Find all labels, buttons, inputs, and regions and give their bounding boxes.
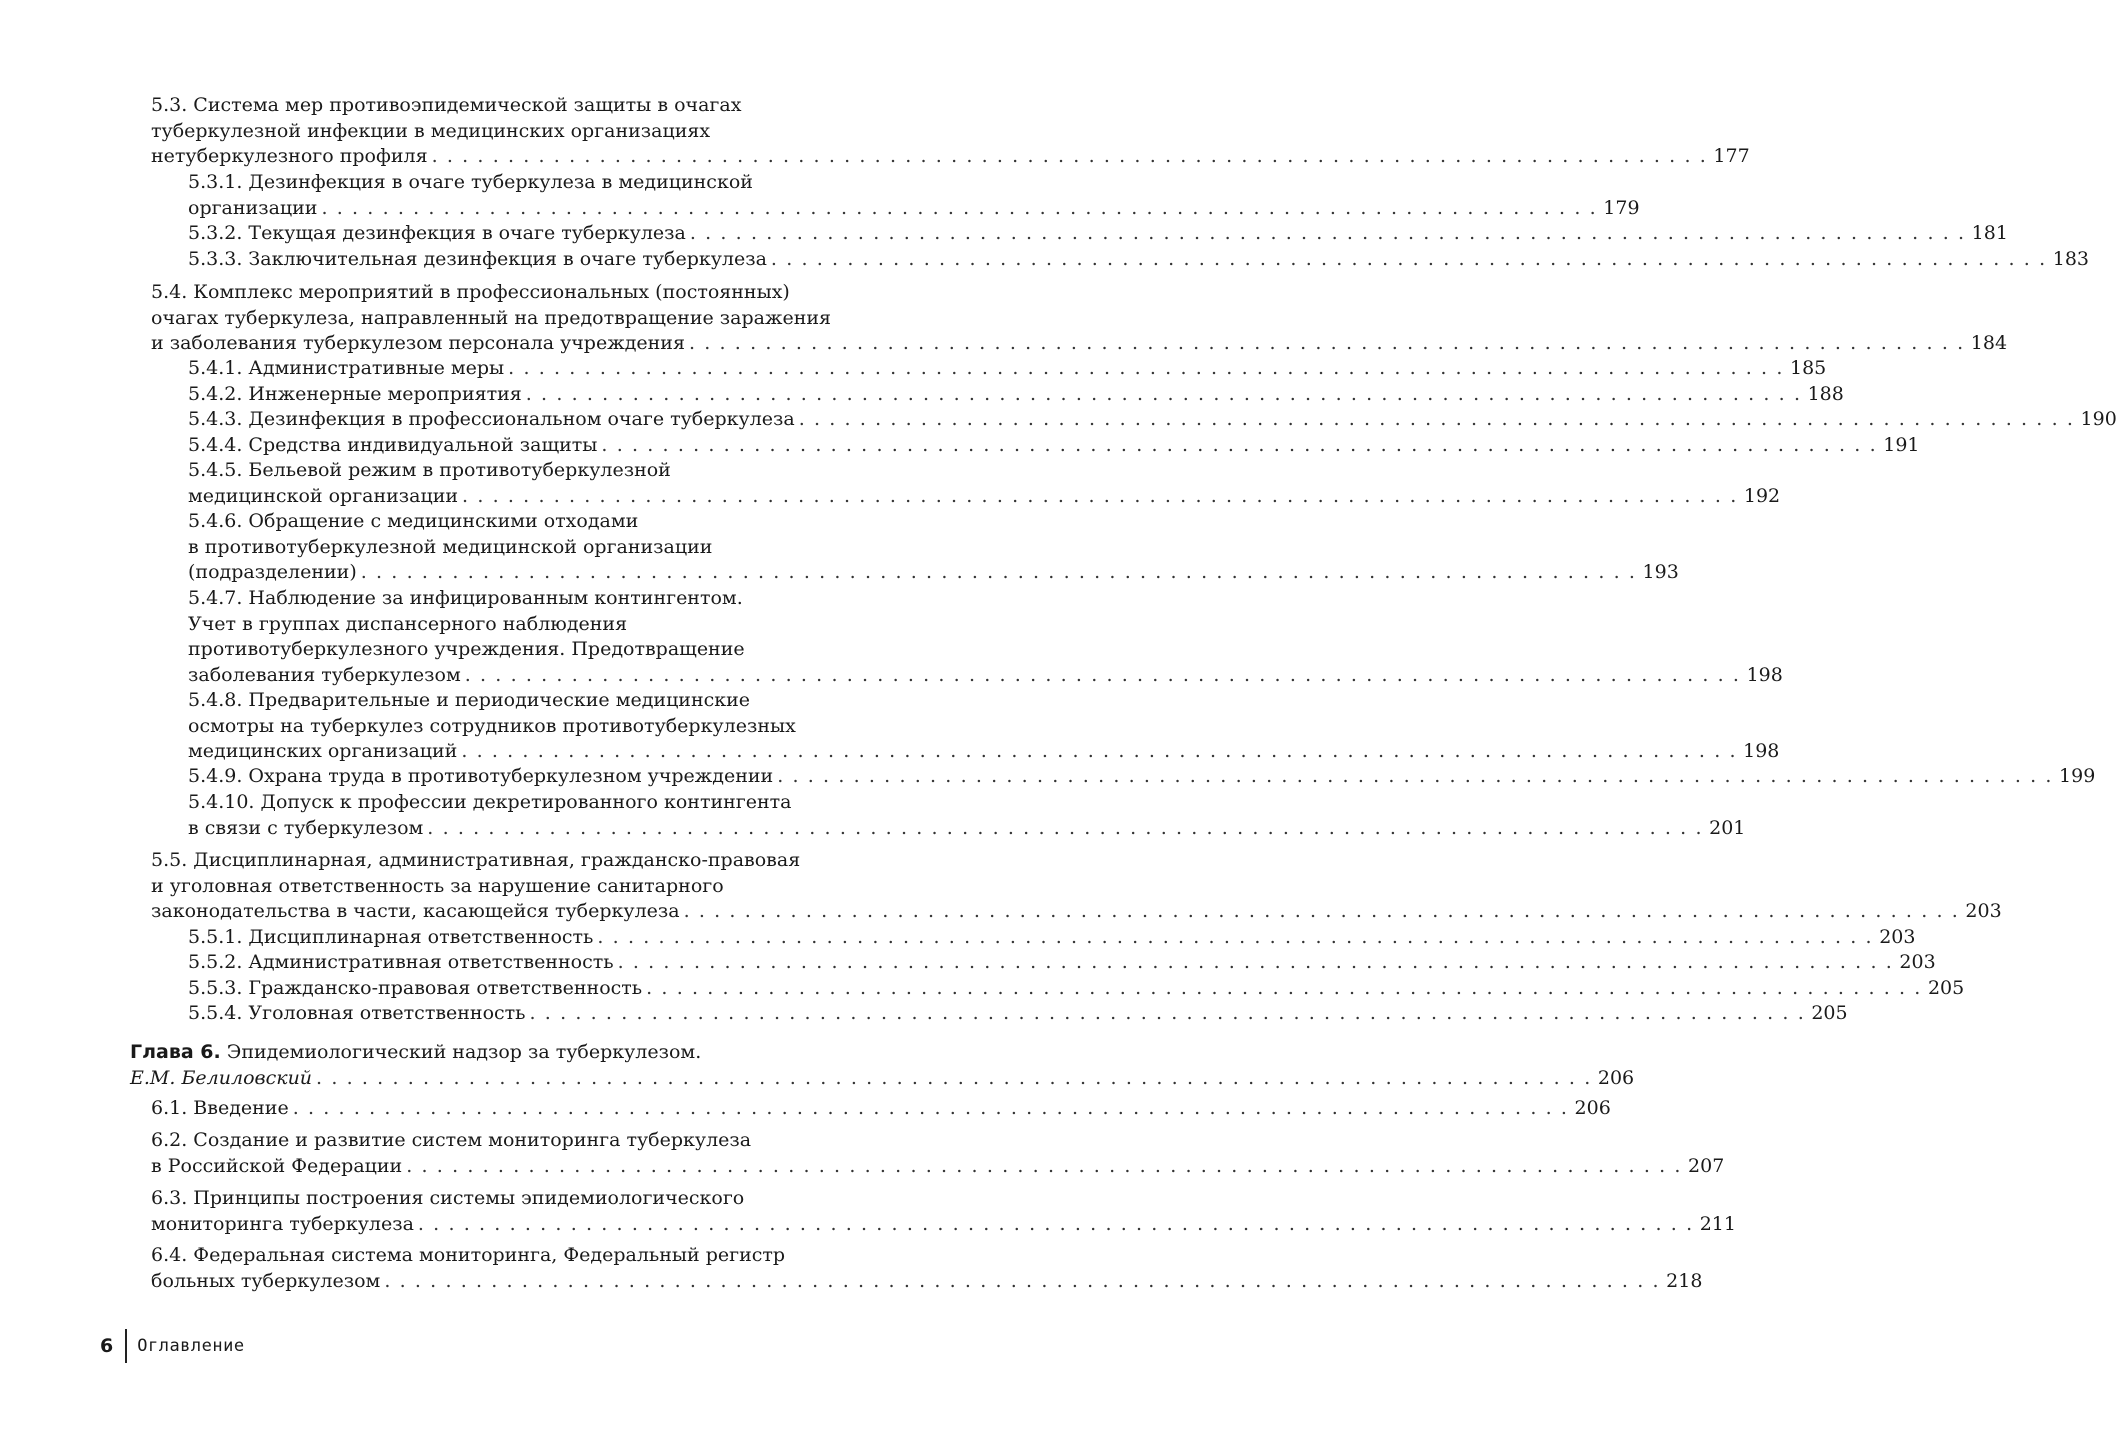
toc-line	[151, 1211, 1736, 1237]
toc-page-number: 207	[1688, 1155, 1725, 1177]
toc-text: медицинской организации	[188, 485, 459, 507]
toc-line	[151, 1153, 1725, 1179]
toc-page-number: 181	[1971, 222, 2008, 244]
toc-page-number: 185	[1789, 357, 1827, 379]
toc-page-number: 193	[1642, 561, 1679, 583]
toc-text: 5.5.2. Административная ответственность	[188, 951, 614, 973]
dot-leader: . . . . . . . . . . . . . . . . . . . . . . . . . . . . . . . . . . . . . . . . . . . . . . . . . . . . . . . . . . . . . . . . . . . . . . . . . . . . . . . . . . . .	[688, 332, 1965, 354]
toc-text: 5.4.9. Охрана труда в противотуберкулезном учреждении	[188, 765, 774, 787]
toc-line	[188, 483, 1781, 509]
toc-page-number: 190	[2080, 408, 2117, 430]
toc-text: Эпидемиологический надзор за туберкулезом.	[220, 1041, 702, 1063]
toc-page-number: 192	[1743, 485, 1781, 507]
toc-page-number: 203	[1879, 926, 1916, 948]
toc-line	[188, 815, 1746, 841]
toc-page-number: 206	[1574, 1097, 1611, 1119]
toc-line	[151, 1268, 1703, 1294]
page-footer	[100, 1329, 245, 1363]
toc-line	[188, 406, 2117, 432]
toc-text: мониторинга туберкулеза	[151, 1213, 414, 1235]
toc-text: очагах туберкулеза, направленный на предотвращение заражения	[151, 307, 832, 329]
toc-text: противотуберкулезного учреждения. Предотвращение	[188, 638, 745, 660]
dot-leader: . . . . . . . . . . . . . . . . . . . . . . . . . . . . . . . . . . . . . . . . . . . . . . . . . . . . . . . . . . . . . . . . . . . . . . . . . . . . . . . . . . . .	[689, 222, 1966, 244]
toc-text: в связи с туберкулезом	[188, 817, 424, 839]
dot-leader: . . . . . . . . . . . . . . . . . . . . . . . . . . . . . . . . . . . . . . . . . . . . . . . . . . . . . . . . . . . . . . . . . . . . . . . . . . . . . . . . . . . .	[316, 1067, 1592, 1089]
toc-text: медицинских организаций	[188, 740, 458, 762]
toc-page-number: 203	[1965, 900, 2002, 922]
toc-text: 6.2. Создание и развитие систем мониторинга туберкулеза	[151, 1129, 752, 1151]
toc-text: 5.4.3. Дезинфекция в профессиональном очаге туберкулеза	[188, 408, 795, 430]
toc-line	[130, 1039, 701, 1065]
running-title: Оглавление	[137, 1336, 245, 1356]
toc-text: 5.4.2. Инженерные мероприятия	[188, 383, 522, 405]
toc-text: и уголовная ответственность за нарушение санитарного	[151, 875, 724, 897]
toc-line	[151, 279, 790, 305]
dot-leader: . . . . . . . . . . . . . . . . . . . . . . . . . . . . . . . . . . . . . . . . . . . . . . . . . . . . . . . . . . . . . . . . . . . . . . . . . . . . . . . . . . . .	[462, 485, 1738, 507]
toc-line	[188, 355, 1827, 381]
toc-page-number: 191	[1883, 434, 1920, 456]
toc-line	[188, 169, 753, 195]
dot-leader: . . . . . . . . . . . . . . . . . . . . . . . . . . . . . . . . . . . . . . . . . . . . . . . . . . . . . . . . . . . . . . . . . . . . . . . . . . . . . . . . . . . .	[427, 817, 1704, 839]
toc-line	[188, 924, 1916, 950]
toc-text: Учет в группах диспансерного наблюдения	[188, 613, 628, 635]
toc-line	[151, 847, 800, 873]
toc-page-number: 184	[1970, 332, 2008, 354]
toc-line	[188, 559, 1679, 585]
toc-line	[188, 585, 743, 611]
toc-line	[188, 534, 712, 560]
toc-line	[188, 220, 2008, 246]
toc-page-number: 211	[1699, 1213, 1736, 1235]
dot-leader: . . . . . . . . . . . . . . . . . . . . . . . . . . . . . . . . . . . . . . . . . . . . . . . . . . . . . . . . . . . . . . . . . . . . . . . . . . . . . . . . . . . .	[417, 1213, 1694, 1235]
toc-line	[188, 432, 1920, 458]
toc-text: 5.4.8. Предварительные и периодические медицинские	[188, 689, 751, 711]
toc-text: организации	[188, 197, 318, 219]
toc-page-number: 205	[1811, 1002, 1848, 1024]
toc-line	[188, 246, 2089, 272]
toc-line	[130, 1065, 1635, 1091]
toc-text: нетуберкулезного профиля	[151, 145, 428, 167]
toc-line	[188, 949, 1936, 975]
toc-text: в противотуберкулезной медицинской организации	[188, 536, 713, 558]
dot-leader: . . . . . . . . . . . . . . . . . . . . . . . . . . . . . . . . . . . . . . . . . . . . . . . . . . . . . . . . . . . . . . . . . . . . . . . . . . . . . . . . . . . .	[777, 765, 2054, 787]
toc-line	[151, 1095, 1611, 1121]
toc-page-number: 183	[2052, 248, 2089, 270]
toc-line	[188, 381, 1844, 407]
toc-text: и заболевания туберкулезом персонала учреждения	[151, 332, 685, 354]
toc-text: больных туберкулезом	[151, 1270, 381, 1292]
toc-line	[188, 738, 1780, 764]
toc-text: 5.4.5. Бельевой режим в противотуберкулезной	[188, 459, 671, 481]
dot-leader: . . . . . . . . . . . . . . . . . . . . . . . . . . . . . . . . . . . . . . . . . . . . . . . . . . . . . . . . . . . . . . . . . . . . . . . . . . . . . . . . . . . .	[529, 1002, 1806, 1024]
page-number: 6	[100, 1335, 114, 1357]
dot-leader: . . . . . . . . . . . . . . . . . . . . . . . . . . . . . . . . . . . . . . . . . . . . . . . . . . . . . . . . . . . . . . . . . . . . . . . . . . . . . . . . . . . .	[770, 248, 2047, 270]
toc-text: 5.4.10. Допуск к профессии декретированного контингента	[188, 791, 792, 813]
toc-line	[188, 789, 791, 815]
dot-leader: . . . . . . . . . . . . . . . . . . . . . . . . . . . . . . . . . . . . . . . . . . . . . . . . . . . . . . . . . . . . . . . . . . . . . . . . . . . . . . . . . . . .	[597, 926, 1874, 948]
dot-leader: . . . . . . . . . . . . . . . . . . . . . . . . . . . . . . . . . . . . . . . . . . . . . . . . . . . . . . . . . . . . . . . . . . . . . . . . . . . . . . . . . . . .	[525, 383, 1802, 405]
dot-leader: . . . . . . . . . . . . . . . . . . . . . . . . . . . . . . . . . . . . . . . . . . . . . . . . . . . . . . . . . . . . . . . . . . . . . . . . . . . . . . . . . . . .	[461, 740, 1738, 762]
toc-line	[188, 457, 671, 483]
toc-text: 5.5.4. Уголовная ответственность	[188, 1002, 526, 1024]
toc-text: законодательства в части, касающейся туберкулеза	[151, 900, 680, 922]
footer-divider	[125, 1329, 127, 1363]
dot-leader: . . . . . . . . . . . . . . . . . . . . . . . . . . . . . . . . . . . . . . . . . . . . . . . . . . . . . . . . . . . . . . . . . . . . . . . . . . . . . . . . . . . .	[292, 1097, 1569, 1119]
toc-line	[188, 975, 1965, 1001]
toc-text: 5.3. Система мер противоэпидемической защиты в очагах	[151, 94, 742, 116]
toc-line	[188, 636, 745, 662]
dot-leader: . . . . . . . . . . . . . . . . . . . . . . . . . . . . . . . . . . . . . . . . . . . . . . . . . . . . . . . . . . . . . . . . . . . . . . . . . . . . . . . . . . . .	[464, 664, 1741, 686]
toc-page-number: 203	[1899, 951, 1936, 973]
toc-page-number: 198	[1746, 664, 1783, 686]
dot-leader: . . . . . . . . . . . . . . . . . . . . . . . . . . . . . . . . . . . . . . . . . . . . . . . . . . . . . . . . . . . . . . . . . . . . . . . . . . . . . . . . . . . .	[683, 900, 1960, 922]
toc-text: 5.4.1. Административные меры	[188, 357, 505, 379]
toc-line	[151, 898, 2002, 924]
toc-page-number: 198	[1743, 740, 1780, 762]
toc-page-number: 188	[1807, 383, 1844, 405]
toc-page-number: 218	[1666, 1270, 1703, 1292]
toc-text: в Российской Федерации	[151, 1155, 403, 1177]
toc-page-number: 206	[1597, 1067, 1635, 1089]
toc-page-number: 179	[1603, 197, 1640, 219]
dot-leader: . . . . . . . . . . . . . . . . . . . . . . . . . . . . . . . . . . . . . . . . . . . . . . . . . . . . . . . . . . . . . . . . . . . . . . . . . . . . . . . . . . . .	[508, 357, 1784, 379]
toc-line	[188, 713, 796, 739]
toc-text: 5.4.4. Средства индивидуальной защиты	[188, 434, 598, 456]
toc-page-number: 205	[1927, 977, 1965, 999]
toc-line	[151, 305, 831, 331]
toc-text: туберкулезной инфекции в медицинских организациях	[151, 120, 711, 142]
toc-text: 5.4.7. Наблюдение за инфицированным контингентом.	[188, 587, 743, 609]
chapter-label: Глава 6.	[130, 1041, 221, 1063]
toc-line	[188, 508, 638, 534]
dot-leader: . . . . . . . . . . . . . . . . . . . . . . . . . . . . . . . . . . . . . . . . . . . . . . . . . . . . . . . . . . . . . . . . . . . . . . . . . . . . . . . . . . . .	[798, 408, 2075, 430]
toc-text: 5.5.3. Гражданско-правовая ответственность	[188, 977, 643, 999]
toc-text: 5.3.2. Текущая дезинфекция в очаге туберкулеза	[188, 222, 686, 244]
toc-text: 5.3.1. Дезинфекция в очаге туберкулеза в медицинской	[188, 171, 753, 193]
toc-line	[151, 1242, 785, 1268]
dot-leader: . . . . . . . . . . . . . . . . . . . . . . . . . . . . . . . . . . . . . . . . . . . . . . . . . . . . . . . . . . . . . . . . . . . . . . . . . . . . . . . . . . . .	[406, 1155, 1683, 1177]
dot-leader: . . . . . . . . . . . . . . . . . . . . . . . . . . . . . . . . . . . . . . . . . . . . . . . . . . . . . . . . . . . . . . . . . . . . . . . . . . . . . . . . . . . .	[384, 1270, 1661, 1292]
toc-text: осмотры на туберкулез сотрудников противотуберкулезных	[188, 715, 796, 737]
dot-leader: . . . . . . . . . . . . . . . . . . . . . . . . . . . . . . . . . . . . . . . . . . . . . . . . . . . . . . . . . . . . . . . . . . . . . . . . . . . . . . . . . . . .	[431, 145, 1708, 167]
toc-text: 6.1. Введение	[151, 1097, 289, 1119]
toc-page-number: 177	[1713, 145, 1750, 167]
toc-line	[188, 687, 750, 713]
toc-text: 5.5.1. Дисциплинарная ответственность	[188, 926, 594, 948]
toc-line	[151, 1185, 744, 1211]
toc-line	[151, 143, 1750, 169]
dot-leader: . . . . . . . . . . . . . . . . . . . . . . . . . . . . . . . . . . . . . . . . . . . . . . . . . . . . . . . . . . . . . . . . . . . . . . . . . . . . . . . . . . . .	[321, 197, 1598, 219]
toc-line	[188, 662, 1783, 688]
toc-line	[188, 611, 627, 637]
toc-line	[188, 195, 1640, 221]
toc-page-number: 199	[2059, 765, 2096, 787]
toc-line	[151, 873, 724, 899]
dot-leader: . . . . . . . . . . . . . . . . . . . . . . . . . . . . . . . . . . . . . . . . . . . . . . . . . . . . . . . . . . . . . . . . . . . . . . . . . . . . . . . . . . . .	[646, 977, 1922, 999]
dot-leader: . . . . . . . . . . . . . . . . . . . . . . . . . . . . . . . . . . . . . . . . . . . . . . . . . . . . . . . . . . . . . . . . . . . . . . . . . . . . . . . . . . . .	[601, 434, 1878, 456]
toc-line	[151, 118, 710, 144]
toc-text: 5.3.3. Заключительная дезинфекция в очаге туберкулеза	[188, 248, 767, 270]
toc-text: 5.4.6. Обращение с медицинскими отходами	[188, 510, 639, 532]
toc-line	[151, 1127, 751, 1153]
toc-text: 6.3. Принципы построения системы эпидемиологического	[151, 1187, 745, 1209]
toc-line	[188, 763, 2096, 789]
toc-line	[151, 330, 2008, 356]
toc-line	[188, 1000, 1848, 1026]
toc-text: Е.М. Белиловский	[130, 1067, 313, 1089]
toc-text: 6.4. Федеральная система мониторинга, Федеральный регистр	[151, 1244, 786, 1266]
toc-text: заболевания туберкулезом	[188, 664, 461, 686]
toc-page-number: 201	[1709, 817, 1746, 839]
toc-text: (подразделении)	[188, 561, 357, 583]
dot-leader: . . . . . . . . . . . . . . . . . . . . . . . . . . . . . . . . . . . . . . . . . . . . . . . . . . . . . . . . . . . . . . . . . . . . . . . . . . . . . . . . . . . .	[360, 561, 1637, 583]
toc-text: 5.4. Комплекс мероприятий в профессиональных (постоянных)	[151, 281, 790, 303]
toc-text: 5.5. Дисциплинарная, административная, гражданско-правовая	[151, 849, 801, 871]
dot-leader: . . . . . . . . . . . . . . . . . . . . . . . . . . . . . . . . . . . . . . . . . . . . . . . . . . . . . . . . . . . . . . . . . . . . . . . . . . . . . . . . . . . .	[617, 951, 1894, 973]
toc-line	[151, 92, 741, 118]
